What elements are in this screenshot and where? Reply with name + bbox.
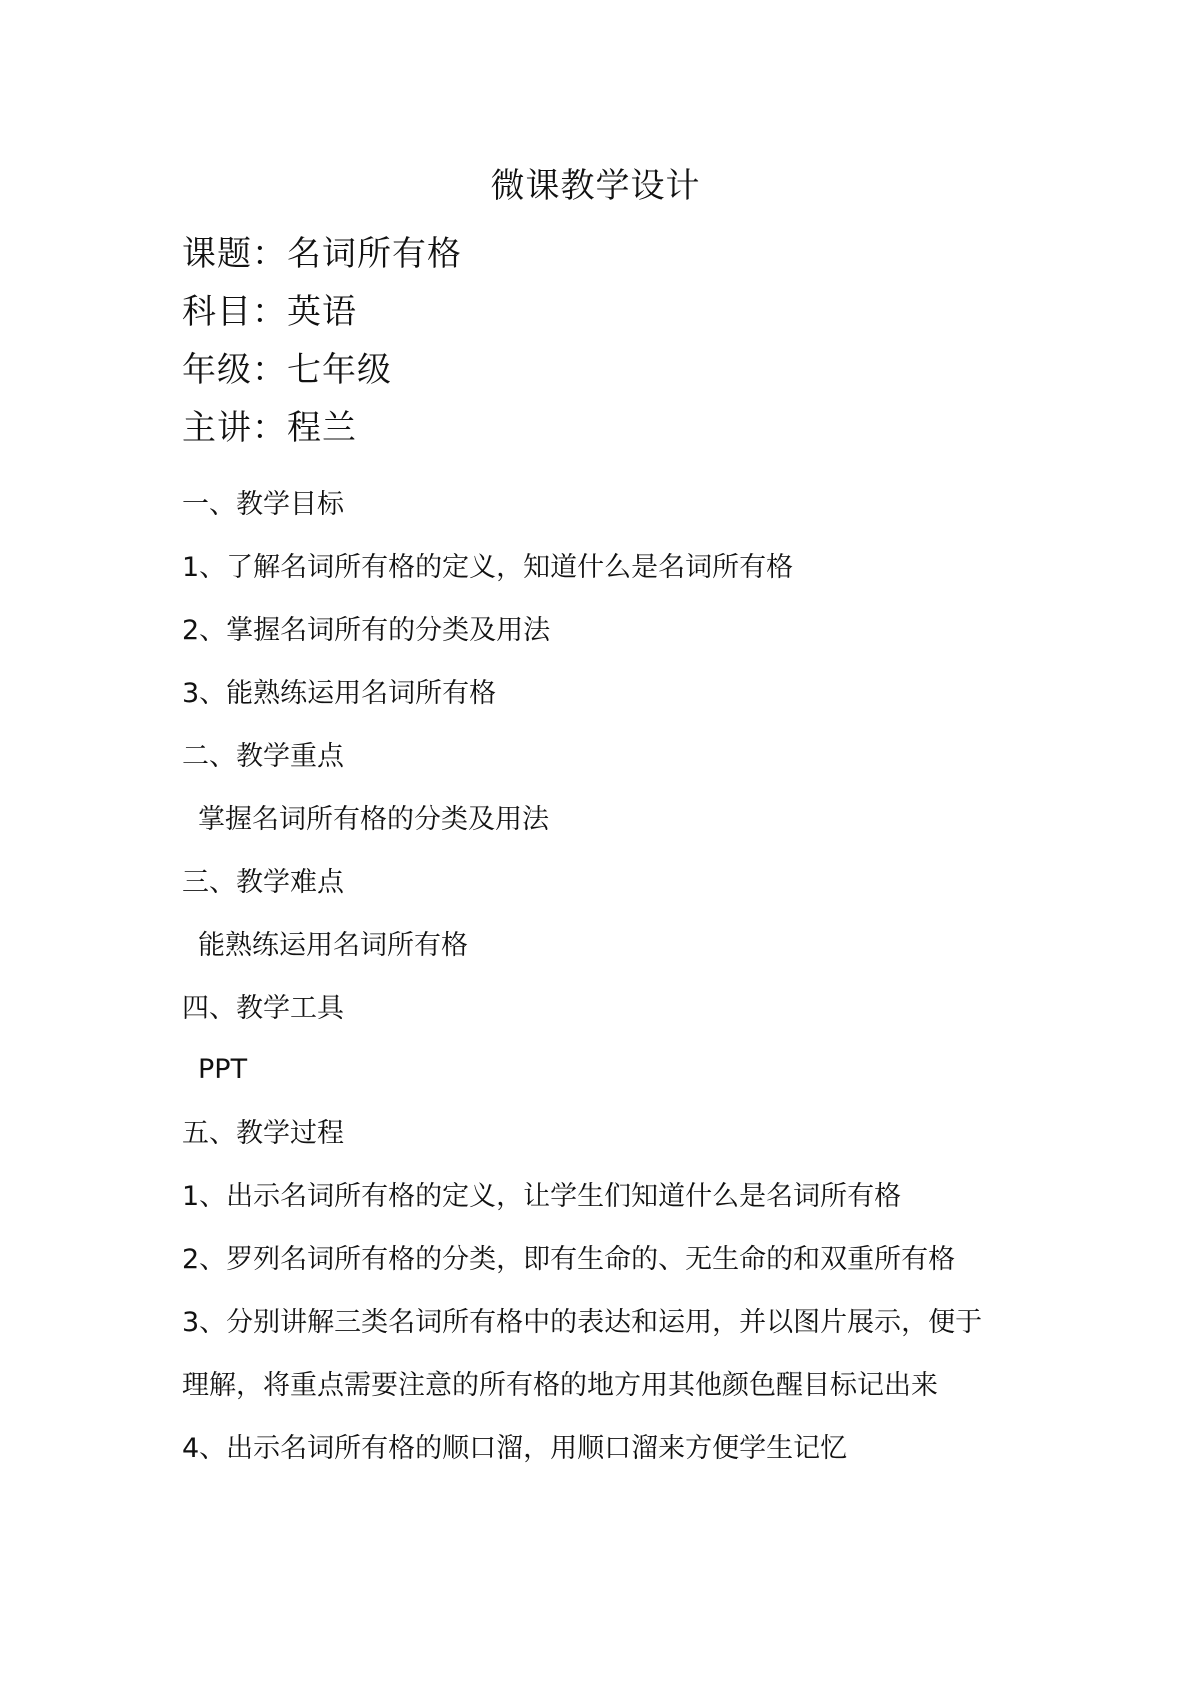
section-heading-process: 五、教学过程	[182, 1118, 344, 1149]
subject-line: 科目：英语	[182, 292, 357, 332]
topic-line: 课题：名词所有格	[182, 234, 462, 274]
goal-item: 2、掌握名词所有的分类及用法	[182, 615, 551, 646]
document-title: 微课教学设计	[490, 166, 701, 206]
process-item: 1、出示名词所有格的定义，让学生们知道什么是名词所有格	[182, 1181, 902, 1212]
section-heading-tools: 四、教学工具	[182, 993, 344, 1024]
section-heading-key-points: 二、教学重点	[182, 741, 344, 772]
grade-line: 年级：七年级	[182, 350, 392, 390]
tools-text: PPT	[198, 1054, 248, 1085]
process-item: 4、出示名词所有格的顺口溜，用顺口溜来方便学生记忆	[182, 1433, 848, 1464]
goal-item: 1、了解名词所有格的定义，知道什么是名词所有格	[182, 552, 794, 583]
section-heading-difficulty: 三、教学难点	[182, 867, 344, 898]
process-item-continuation: 理解，将重点需要注意的所有格的地方用其他颜色醒目标记出来	[182, 1370, 938, 1401]
teacher-line: 主讲：程兰	[182, 408, 357, 448]
difficulty-text: 能熟练运用名词所有格	[198, 930, 468, 961]
section-heading-goals: 一、教学目标	[182, 489, 344, 520]
goal-item: 3、能熟练运用名词所有格	[182, 678, 497, 709]
process-item: 3、分别讲解三类名词所有格中的表达和运用，并以图片展示，便于	[182, 1307, 983, 1338]
process-item: 2、罗列名词所有格的分类，即有生命的、无生命的和双重所有格	[182, 1244, 956, 1275]
key-points-text: 掌握名词所有格的分类及用法	[198, 804, 549, 835]
